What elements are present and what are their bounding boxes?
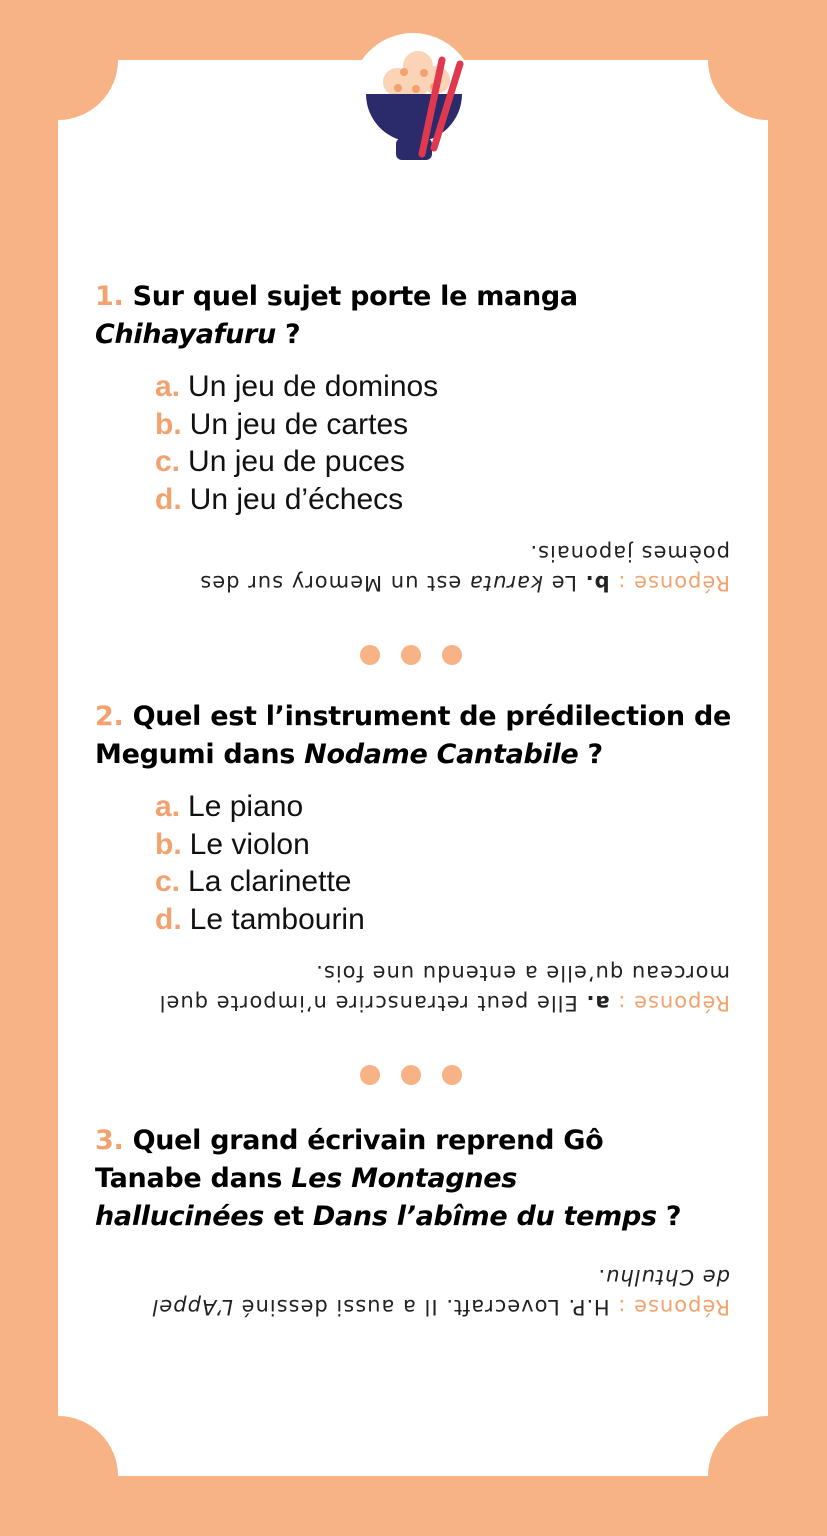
divider-dot [401, 645, 421, 665]
question-1-title: 1. Sur quel sujet porte le manga Chihayafuru ? [95, 281, 578, 350]
divider-dot [360, 645, 380, 665]
card-corner-notch [708, 1416, 827, 1536]
rice-bowl-chopsticks-icon [354, 42, 474, 162]
question-3-title: 3. Quel grand écrivain reprend Gô Tanabe dans Les Montagnes hallucinées et Dans l’abîme du temps ? [95, 1125, 682, 1232]
option-c: c. La clarinette [155, 865, 352, 898]
option-d: d. Le tambourin [155, 902, 365, 936]
question-3-answer: Réponse : H.P. Lovecraft. Il a aussi dessiné L’Appel de Chtulhu. [151, 1265, 730, 1319]
section-divider [360, 1065, 462, 1085]
option-b: b. Le violon [155, 827, 310, 861]
question-2-options [155, 788, 365, 938]
divider-dot [401, 1065, 421, 1085]
option-b: b. Un jeu de cartes [155, 407, 409, 441]
question-number: 1. [95, 281, 124, 312]
card-corner-notch [708, 0, 827, 120]
card-corner-notch [0, 1416, 118, 1536]
option-c: c. Un jeu de puces [155, 445, 405, 478]
option-d: d. Un jeu d’échecs [155, 482, 404, 516]
option-a: a. Le piano [155, 790, 304, 823]
divider-dot [360, 1065, 380, 1085]
question-1-options [155, 368, 438, 518]
manga-title: Nodame Cantabile [304, 739, 579, 770]
section-divider [360, 645, 462, 665]
book-title: Dans l’abîme du temps [312, 1201, 657, 1232]
manga-title: Chihayafuru [95, 319, 276, 350]
question-number: 2. [95, 701, 124, 732]
option-a: a. Un jeu de dominos [155, 370, 439, 403]
question-number: 3. [95, 1125, 124, 1156]
card-corner-notch [0, 0, 118, 120]
question-2-answer: Réponse : a. Elle peut retranscrire n’importe quel morceau qu’elle a entendu une fois. [158, 961, 730, 1015]
question-2-title: 2. Quel est l’instrument de prédilection de Megumi dans Nodame Cantabile ? [95, 701, 731, 770]
question-1-answer: Réponse : b. Le karuta est un Memory sur des poèmes japonais. [199, 541, 730, 595]
book-title: Les Montagnes hallucinées [95, 1163, 518, 1232]
divider-dot [442, 645, 462, 665]
divider-dot [442, 1065, 462, 1085]
